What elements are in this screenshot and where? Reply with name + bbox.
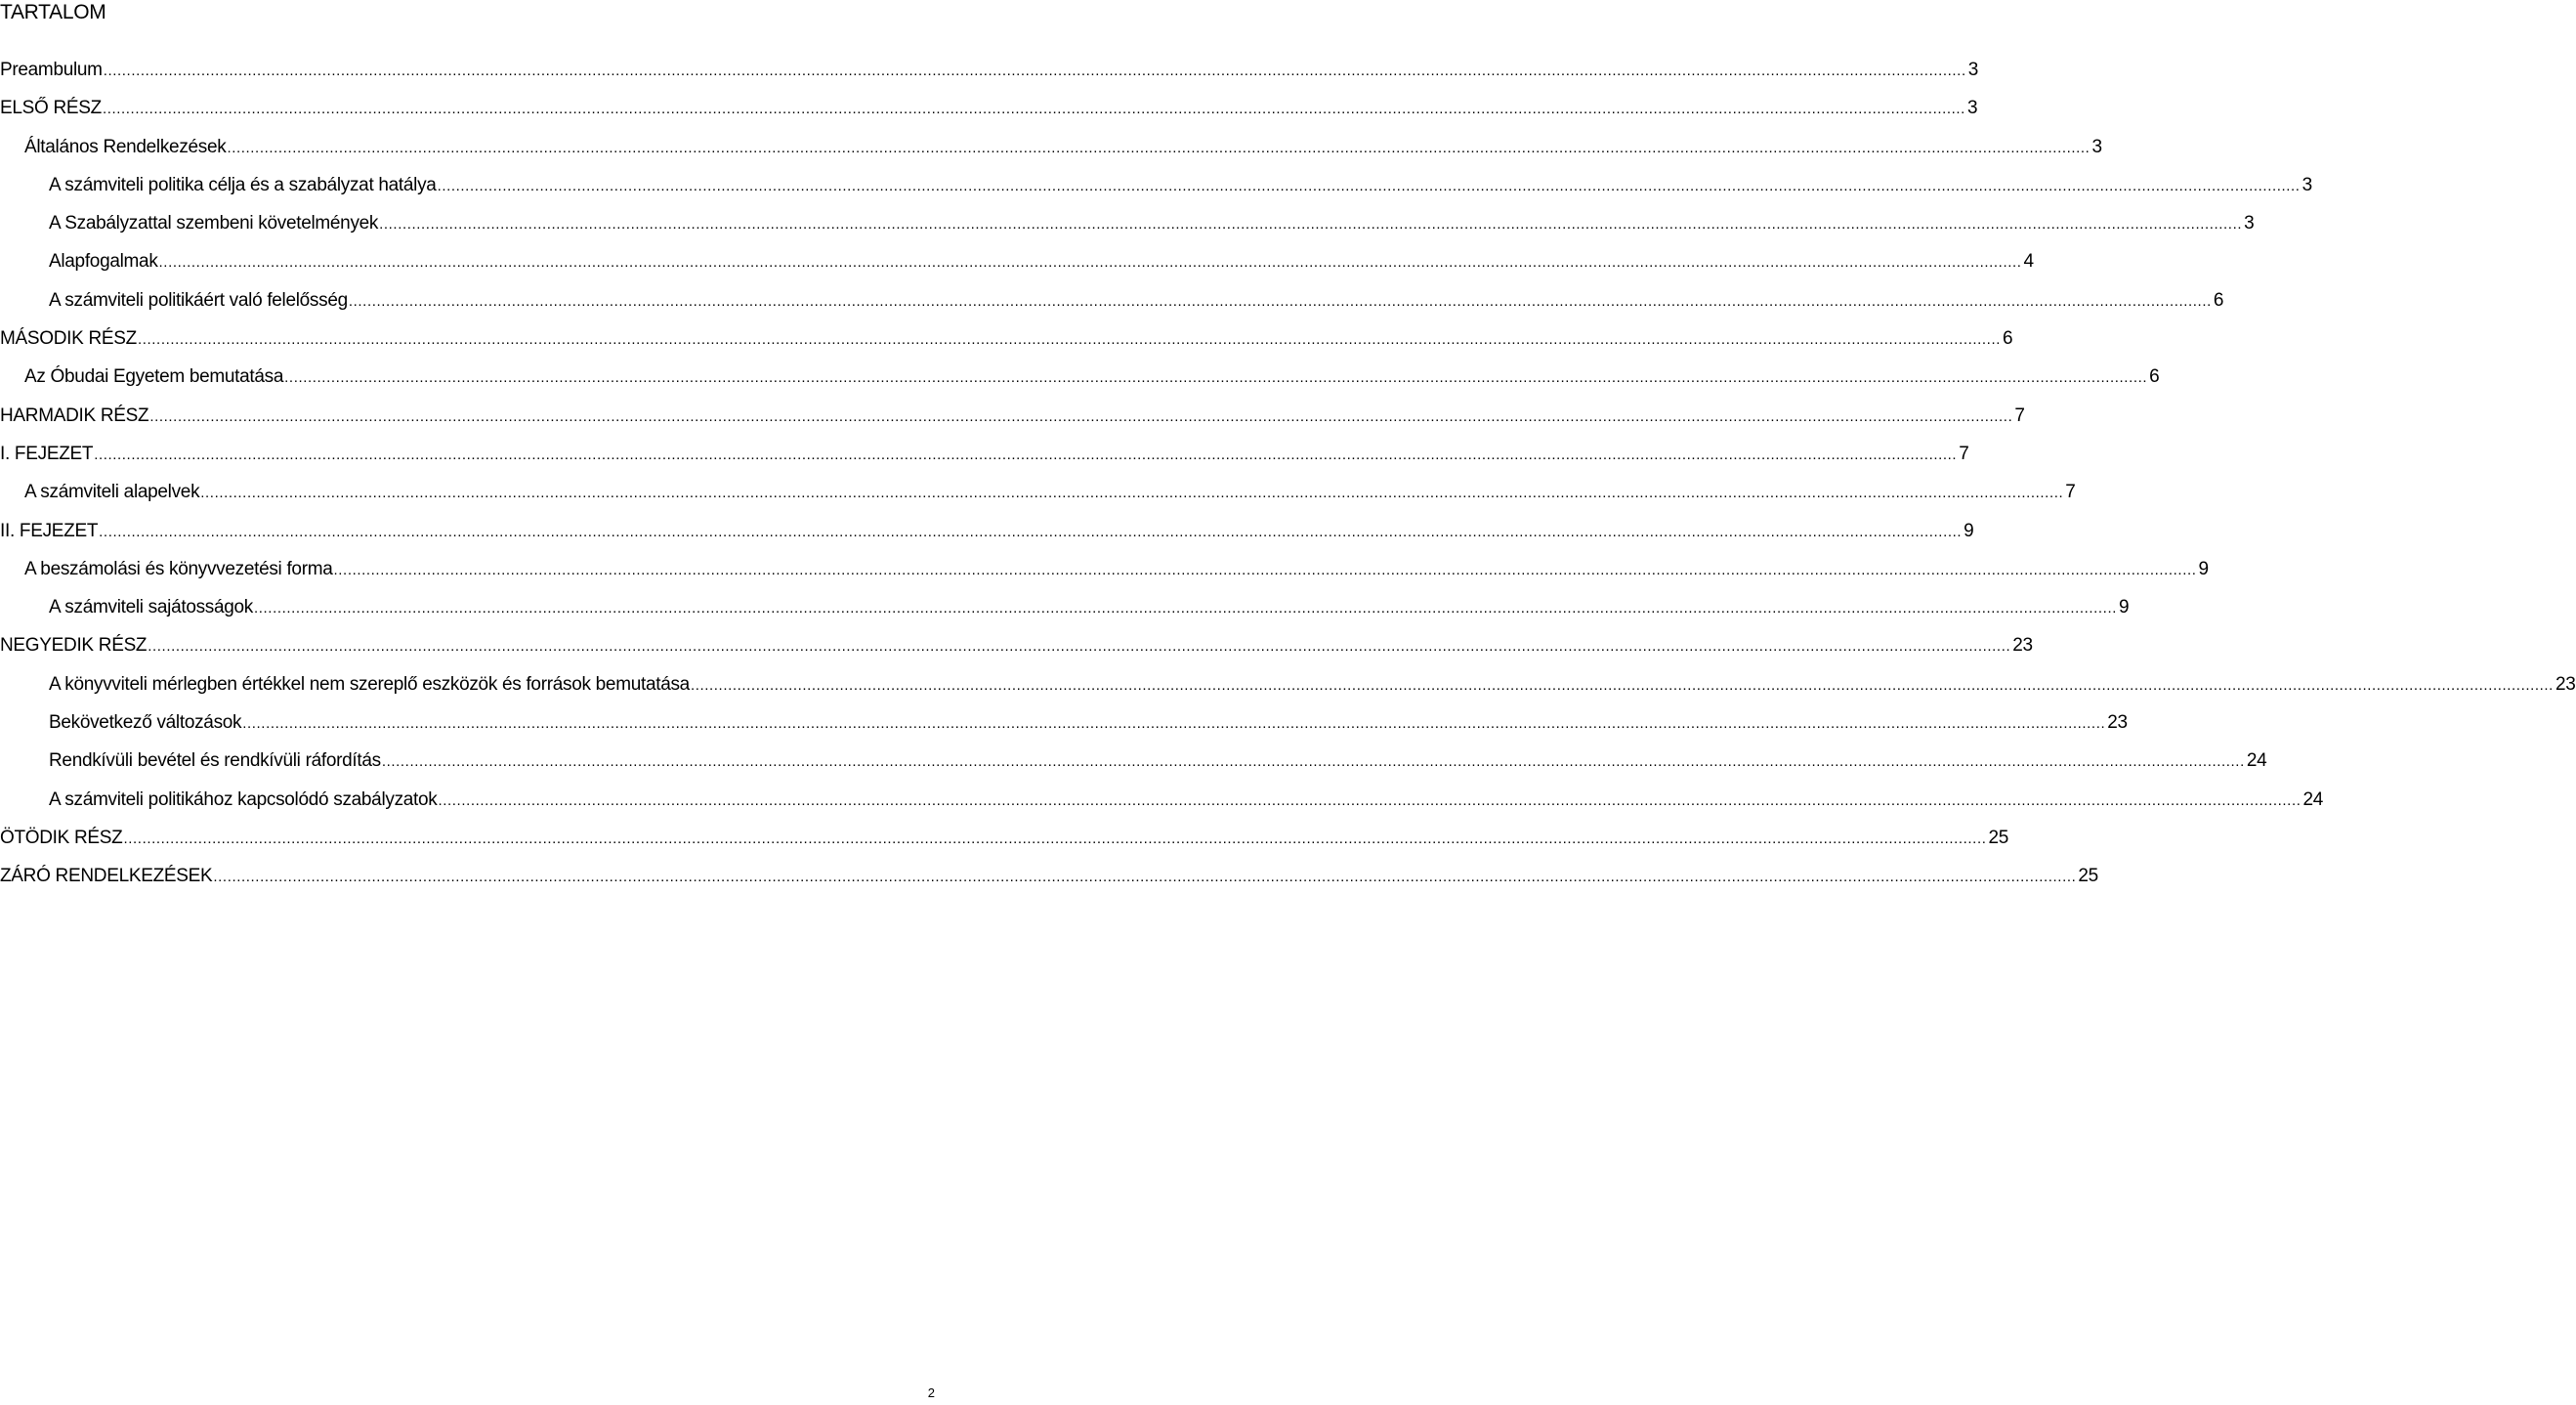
toc-entry-title[interactable]: Az Óbudai Egyetem bemutatása: [24, 366, 284, 388]
toc-entry-title[interactable]: A Szabályzattal szembeni követelmények: [49, 213, 379, 234]
toc-dot-leader: ................................................................................................................................................................................................................................................................................................................................................................................................................: [381, 753, 2245, 771]
toc-entry[interactable]: [0, 404, 2025, 444]
toc-entry[interactable]: [0, 520, 1974, 559]
toc-entry-page[interactable]: 3: [2244, 213, 2255, 234]
toc-entry-page[interactable]: 9: [2198, 558, 2209, 579]
toc-entry-page[interactable]: 6: [2002, 328, 2013, 350]
toc-entry-page[interactable]: 24: [2302, 788, 2324, 810]
toc-entry-title[interactable]: HARMADIK RÉSZ: [0, 404, 149, 426]
toc-entry[interactable]: [0, 289, 2224, 328]
toc-entry-page[interactable]: 9: [2119, 597, 2130, 618]
toc-entry-title[interactable]: MÁSODIK RÉSZ: [0, 328, 137, 350]
toc-entry-page[interactable]: 3: [2091, 136, 2102, 157]
toc-dot-leader: ................................................................................................................................................................................................................................................................................................................................................................................................................: [438, 791, 2302, 809]
toc-dot-leader: ................................................................................................................................................................................................................................................................................................................................................................................................................: [333, 561, 2197, 578]
toc-entry-title[interactable]: A számviteli sajátosságok: [49, 597, 253, 618]
toc-entry[interactable]: [0, 673, 2576, 712]
toc-entry-page[interactable]: 6: [2149, 366, 2160, 388]
toc-entry-title[interactable]: ZÁRÓ RENDELKEZÉSEK: [0, 866, 213, 887]
toc-entry-page[interactable]: 7: [2014, 404, 2025, 426]
toc-entry-title[interactable]: Preambulum: [0, 60, 103, 80]
toc-dot-leader: ................................................................................................................................................................................................................................................................................................................................................................................................................: [284, 369, 2148, 387]
toc-entry[interactable]: [0, 366, 2160, 404]
toc-entry-page[interactable]: 24: [2246, 750, 2267, 772]
toc-entry[interactable]: [0, 328, 2013, 366]
toc-entry-page[interactable]: 7: [1959, 443, 1969, 464]
toc-entry[interactable]: [0, 866, 2098, 904]
toc-entry-page[interactable]: 25: [2078, 866, 2098, 887]
toc-entry-title[interactable]: A könyvviteli mérlegben értékkel nem szereplő eszközök és források bemutatása: [49, 673, 690, 695]
toc-entry-title[interactable]: A beszámolási és könyvvezetési forma: [24, 558, 333, 579]
toc-dot-leader: ................................................................................................................................................................................................................................................................................................................................................................................................................: [379, 216, 2243, 234]
toc-dot-leader: ................................................................................................................................................................................................................................................................................................................................................................................................................: [103, 63, 1966, 79]
toc-title: TARTALOM: [0, 1, 106, 23]
page-number: 2: [927, 1385, 935, 1400]
toc-dot-leader: ................................................................................................................................................................................................................................................................................................................................................................................................................: [690, 676, 2554, 694]
toc-entry[interactable]: [0, 60, 1978, 98]
toc-dot-leader: ................................................................................................................................................................................................................................................................................................................................................................................................................: [102, 101, 1965, 118]
toc-entry[interactable]: [0, 174, 2312, 213]
toc-entry-page[interactable]: 9: [1964, 520, 1974, 541]
toc-dot-leader: ................................................................................................................................................................................................................................................................................................................................................................................................................: [213, 869, 2077, 886]
toc-entry-title[interactable]: Bekövetkező változások: [49, 712, 242, 734]
toc-entry-page[interactable]: 3: [1966, 98, 1978, 119]
toc-entry-title[interactable]: ELSŐ RÉSZ: [0, 98, 102, 119]
toc-dot-leader: ................................................................................................................................................................................................................................................................................................................................................................................................................: [123, 830, 1987, 847]
toc-entry-page[interactable]: 4: [2023, 251, 2034, 273]
toc-entry[interactable]: [0, 597, 2130, 635]
toc-entry-page[interactable]: 25: [1988, 827, 2009, 848]
toc-entry[interactable]: [0, 827, 2009, 866]
toc-entry-title[interactable]: Alapfogalmak: [49, 251, 158, 273]
toc-dot-leader: ................................................................................................................................................................................................................................................................................................................................................................................................................: [254, 600, 2117, 617]
toc-entry[interactable]: [0, 558, 2209, 597]
table-of-contents: [0, 60, 2576, 905]
toc-entry-title[interactable]: Általános Rendelkezések: [24, 136, 227, 157]
toc-dot-leader: ................................................................................................................................................................................................................................................................................................................................................................................................................: [149, 407, 2013, 425]
toc-dot-leader: ................................................................................................................................................................................................................................................................................................................................................................................................................: [94, 446, 1958, 463]
toc-entry[interactable]: [0, 251, 2034, 289]
toc-entry-title[interactable]: A számviteli politikáért való felelősség: [49, 289, 348, 311]
toc-entry[interactable]: [0, 788, 2324, 828]
toc-entry[interactable]: [0, 136, 2102, 175]
toc-dot-leader: ................................................................................................................................................................................................................................................................................................................................................................................................................: [137, 331, 2001, 349]
toc-entry[interactable]: [0, 443, 1969, 482]
toc-entry-title[interactable]: A számviteli alapelvek: [24, 482, 200, 503]
toc-dot-leader: ................................................................................................................................................................................................................................................................................................................................................................................................................: [242, 715, 2106, 733]
toc-entry-title[interactable]: Rendkívüli bevétel és rendkívüli ráfordítás: [49, 750, 381, 772]
toc-dot-leader: ................................................................................................................................................................................................................................................................................................................................................................................................................: [437, 177, 2301, 194]
toc-entry[interactable]: [0, 98, 1978, 136]
toc-entry[interactable]: [0, 482, 2076, 520]
toc-dot-leader: ................................................................................................................................................................................................................................................................................................................................................................................................................: [200, 485, 2064, 502]
toc-entry[interactable]: [0, 213, 2255, 251]
toc-dot-leader: ................................................................................................................................................................................................................................................................................................................................................................................................................: [227, 139, 2090, 156]
toc-entry-title[interactable]: NEGYEDIK RÉSZ: [0, 635, 148, 657]
toc-dot-leader: ................................................................................................................................................................................................................................................................................................................................................................................................................: [348, 292, 2212, 310]
toc-entry[interactable]: [0, 712, 2128, 750]
toc-entry-page[interactable]: 6: [2213, 289, 2224, 311]
toc-entry-title[interactable]: ÖTÖDIK RÉSZ: [0, 827, 123, 848]
toc-dot-leader: ................................................................................................................................................................................................................................................................................................................................................................................................................: [158, 254, 2022, 272]
toc-entry-title[interactable]: I. FEJEZET: [0, 443, 94, 464]
toc-entry-page[interactable]: 3: [2302, 174, 2312, 195]
toc-entry-page[interactable]: 23: [2555, 673, 2576, 695]
toc-entry[interactable]: [0, 750, 2267, 788]
toc-entry[interactable]: [0, 635, 2033, 673]
toc-entry-title[interactable]: II. FEJEZET: [0, 520, 99, 541]
toc-dot-leader: ................................................................................................................................................................................................................................................................................................................................................................................................................: [99, 523, 1963, 540]
toc-entry-page[interactable]: 3: [1967, 60, 1978, 80]
toc-dot-leader: ................................................................................................................................................................................................................................................................................................................................................................................................................: [148, 638, 2011, 656]
toc-entry-page[interactable]: 23: [2107, 712, 2128, 734]
toc-entry-title[interactable]: A számviteli politika célja és a szabályzat hatálya: [49, 174, 437, 195]
toc-entry-page[interactable]: 7: [2065, 482, 2076, 503]
toc-entry-page[interactable]: 23: [2012, 635, 2033, 657]
toc-entry-title[interactable]: A számviteli politikához kapcsolódó szabályzatok: [49, 788, 438, 810]
